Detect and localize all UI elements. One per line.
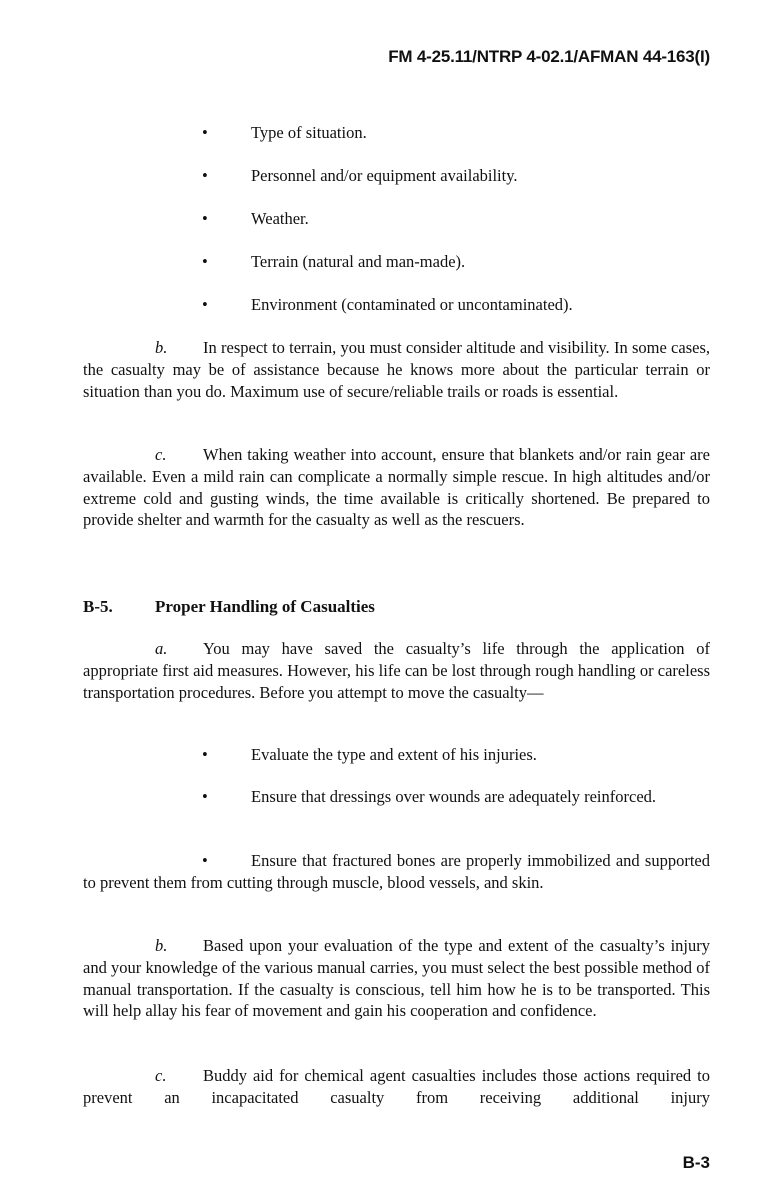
bullet-icon: • xyxy=(202,252,208,271)
section-title: Proper Handling of Casualties xyxy=(155,597,375,616)
list-item: • Evaluate the type and extent of his injuries. xyxy=(202,745,537,764)
list-item: • Terrain (natural and man-made). xyxy=(202,252,466,271)
section-heading xyxy=(83,596,375,618)
paragraph-label: b. xyxy=(155,338,168,357)
paragraph-text: When taking weather into account, ensure that blankets and/or rain gear are available. Even a mild rain can complicate a normally simple rescue. In high altitudes and/or extreme cold and gusting winds, the time available is critically shortened. Be prepared to provide shelter and warmth for the casualty as well as the rescuers. xyxy=(83,445,710,530)
bullet-icon: • xyxy=(202,209,208,228)
document-header-id: FM 4-25.11/NTRP 4-02.1/AFMAN 44-163(I) xyxy=(388,47,710,66)
list-item: • Weather. xyxy=(202,209,309,228)
paragraph-label: c. xyxy=(155,1066,167,1085)
paragraph-text: In respect to terrain, you must consider altitude and visibility. In some cases, the casualty may be of assistance because he knows more about the particular terrain or situation than you do. Maximum use of secure/reliable trails or roads is essential. xyxy=(83,338,710,401)
paragraph-text: Based upon your evaluation of the type and extent of the casualty’s injury and your knowledge of the various manual carries, you must select the best possible method of manual transportation. If the casualty is conscious, tell him how he is to be transported. This will help allay his fear of movement and gain his cooperation and confidence. xyxy=(83,936,710,1021)
paragraph-label: b. xyxy=(155,936,168,955)
bullet-icon: • xyxy=(202,295,208,314)
list-item: • Personnel and/or equipment availability. xyxy=(202,166,518,185)
list-item: • Ensure that dressings over wounds are adequately reinforced. xyxy=(202,787,657,806)
bullet-icon: • xyxy=(202,745,208,764)
bullet-icon: • xyxy=(202,166,208,185)
bullet-icon: • xyxy=(202,123,208,142)
bullet-icon: • xyxy=(202,787,208,806)
paragraph-handling-b xyxy=(83,935,710,1022)
paragraph-handling-c xyxy=(83,1065,710,1109)
bullet-icon: • xyxy=(202,851,208,870)
list-item: • Type of situation. xyxy=(202,123,367,142)
paragraph-label: c. xyxy=(155,445,167,464)
paragraph-terrain xyxy=(83,337,710,402)
page-number: B-3 xyxy=(682,1153,710,1172)
paragraph-weather xyxy=(83,444,710,531)
paragraph-text: You may have saved the casualty’s life through the application of appropriate first aid measures. However, his life can be lost through rough handling or careless transportation procedures. Before you attempt to move the casualty— xyxy=(83,639,710,702)
section-number: B-5. xyxy=(83,597,113,616)
list-item: • Ensure that fractured bones are properly immobilized and supported to prevent them from cutting through muscle, blood vessels, and skin. xyxy=(83,851,710,892)
paragraph-text: Buddy aid for chemical agent casualties includes those actions required to prevent an incapacitated casualty from receiving additional injury xyxy=(83,1066,710,1107)
list-item: • Environment (contaminated or uncontaminated). xyxy=(202,295,573,314)
paragraph-handling-a xyxy=(83,638,710,703)
paragraph-label: a. xyxy=(155,639,168,658)
